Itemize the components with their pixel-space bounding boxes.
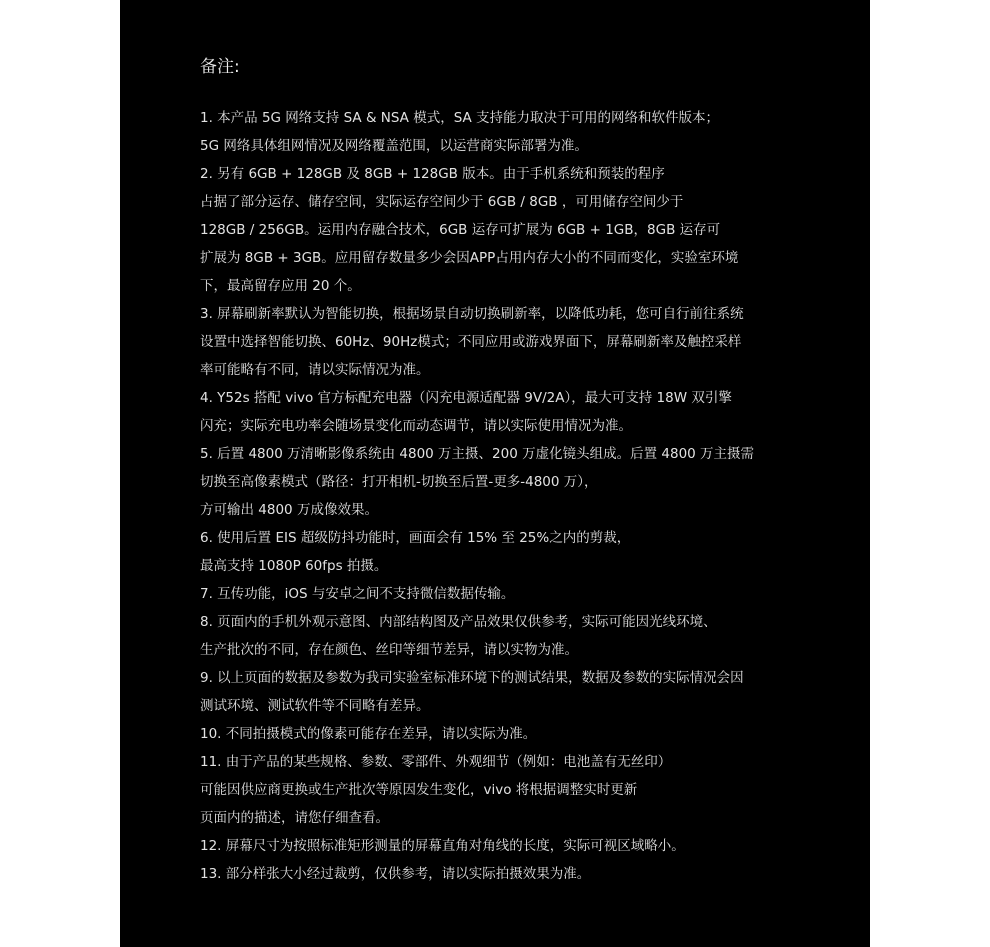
- note-line: 9. 以上页面的数据及参数为我司实验室标准环境下的测试结果，数据及参数的实际情况会因: [200, 670, 744, 686]
- note-line: 设置中选择智能切换、60Hz、90Hz模式；不同应用或游戏界面下，屏幕刷新率及触控采样: [200, 334, 742, 350]
- note-line: 10. 不同拍摄模式的像素可能存在差异，请以实际为准。: [200, 726, 537, 742]
- note-line: 扩展为 8GB + 3GB。应用留存数量多少会因APP占用内存大小的不同而变化，实验室环境: [200, 250, 739, 266]
- note-line: 7. 互传功能，iOS 与安卓之间不支持微信数据传输。: [200, 586, 515, 602]
- note-line: 测试环境、测试软件等不同略有差异。: [200, 698, 430, 714]
- notes-panel: [120, 0, 870, 947]
- note-line: 4. Y52s 搭配 vivo 官方标配充电器（闪充电源适配器 9V/2A），最大可支持 18W 双引擎: [200, 390, 732, 406]
- note-line: 2. 另有 6GB + 128GB 及 8GB + 128GB 版本。由于手机系统和预装的程序: [200, 166, 665, 182]
- note-line: 6. 使用后置 EIS 超级防抖功能时，画面会有 15% 至 25%之内的剪裁，: [200, 530, 631, 546]
- note-line: 8. 页面内的手机外观示意图、内部结构图及产品效果仅供参考，实际可能因光线环境、: [200, 614, 717, 630]
- note-line: 闪充；实际充电功率会随场景变化而动态调节，请以实际使用情况为准。: [200, 418, 632, 434]
- note-line: 3. 屏幕刷新率默认为智能切换，根据场景自动切换刷新率，以降低功耗，您可自行前往系统: [200, 306, 744, 322]
- note-line: 12. 屏幕尺寸为按照标准矩形测量的屏幕直角对角线的长度，实际可视区域略小。: [200, 838, 685, 854]
- note-line: 5G 网络具体组网情况及网络覆盖范围，以运营商实际部署为准。: [200, 138, 588, 154]
- notes-list: [200, 104, 860, 888]
- note-line: 切换至高像素模式（路径：打开相机-切换至后置-更多-4800 万），: [200, 474, 598, 490]
- note-line: 占据了部分运存、储存空间，实际运存空间少于 6GB / 8GB ，可用储存空间少于: [200, 194, 684, 210]
- note-line: 5. 后置 4800 万清晰影像系统由 4800 万主摄、200 万虚化镜头组成。后置 4800 万主摄需: [200, 446, 755, 462]
- note-line: 下，最高留存应用 20 个。: [200, 278, 361, 294]
- notes-title: 备注:: [200, 57, 240, 77]
- note-line: 方可输出 4800 万成像效果。: [200, 502, 378, 518]
- note-line: 率可能略有不同，请以实际情况为准。: [200, 362, 430, 378]
- note-line: 1. 本产品 5G 网络支持 SA & NSA 模式，SA 支持能力取决于可用的网络和软件版本；: [200, 110, 720, 126]
- note-line: 最高支持 1080P 60fps 拍摄。: [200, 558, 388, 574]
- note-line: 11. 由于产品的某些规格、参数、零部件、外观细节（例如：电池盖有无丝印）: [200, 754, 672, 770]
- note-line: 可能因供应商更换或生产批次等原因发生变化，vivo 将根据调整实时更新: [200, 782, 638, 798]
- note-line: 128GB / 256GB。运用内存融合技术，6GB 运存可扩展为 6GB + 1GB，8GB 运存可: [200, 222, 721, 238]
- note-line: 13. 部分样张大小经过裁剪，仅供参考，请以实际拍摄效果为准。: [200, 866, 591, 882]
- note-line: 生产批次的不同，存在颜色、丝印等细节差异，请以实物为准。: [200, 642, 578, 658]
- note-line: 页面内的描述，请您仔细查看。: [200, 810, 389, 826]
